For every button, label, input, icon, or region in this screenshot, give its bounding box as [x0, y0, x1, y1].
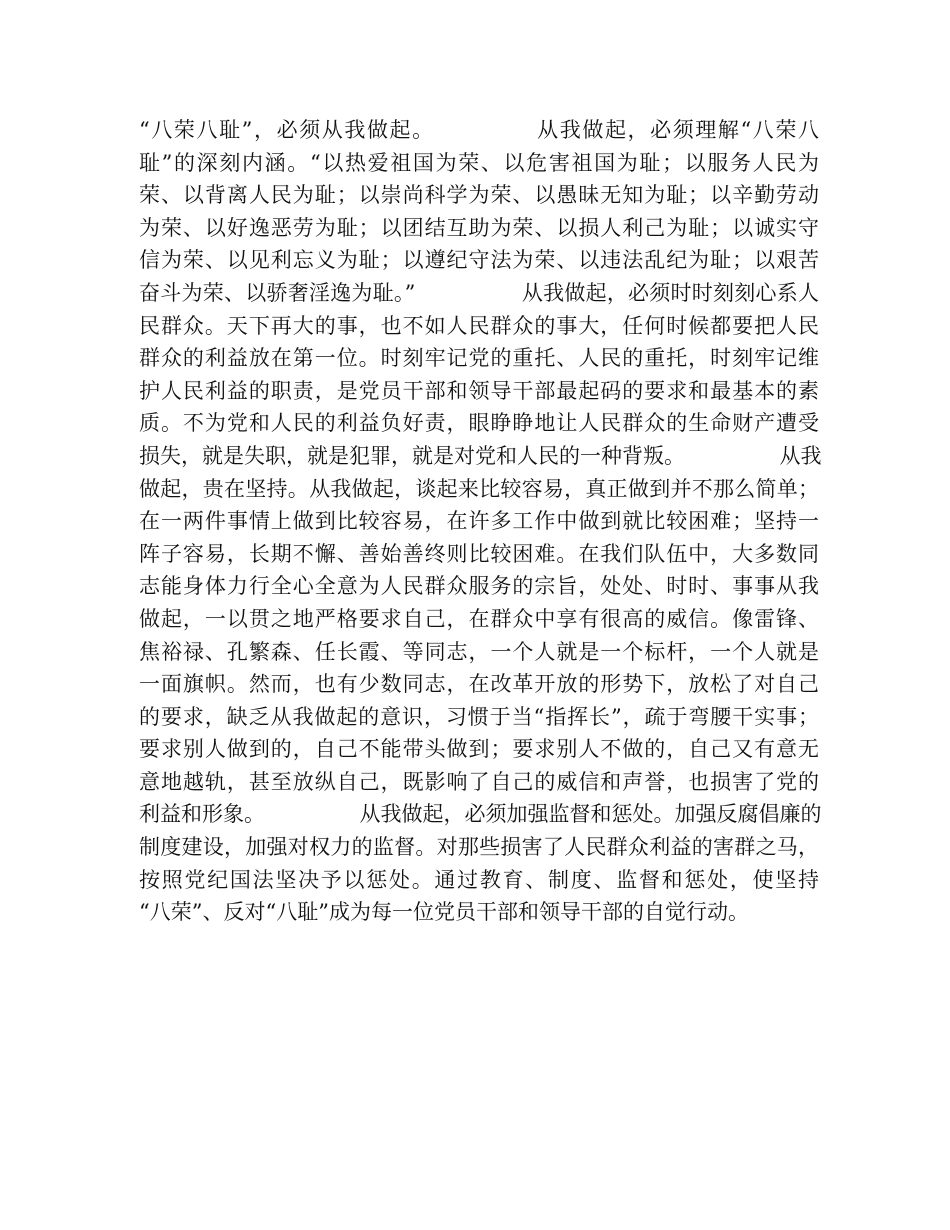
text-line-7: 民群众。天下再大的事，也不如人民群众的事大，任何时候都要把人民	[139, 313, 819, 338]
text-line-2: 耻”的深刻内涵。“以热爱祖国为荣、以危害祖国为耻；以服务人民为	[139, 150, 819, 175]
text-line-18: 一面旗帜。然而，也有少数同志，在改革开放的形势下，放松了对自己	[139, 672, 819, 697]
text-line-15: 志能身体力行全心全意为人民群众服务的宗旨，处处、时时、事事从我	[139, 574, 819, 599]
text-line-10: 质。不为党和人民的利益负好责，眼睁睁地让人民群众的生命财产遭受	[139, 411, 819, 436]
text-line-11: 损失，就是失职，就是犯罪，就是对党和人民的一种背叛。 从我	[139, 443, 822, 468]
body-paragraph	[139, 114, 822, 929]
text-line-12: 做起，贵在坚持。从我做起，谈起来比较容易，真正做到并不那么简单；	[139, 476, 819, 501]
text-line-23: 制度建设，加强对权力的监督。对那些损害了人民群众利益的害群之马，	[139, 835, 819, 860]
text-line-16: 做起，一以贯之地严格要求自己，在群众中享有很高的威信。像雷锋、	[139, 606, 819, 631]
text-line-1: “八荣八耻”，必须从我做起。 从我做起，必须理解“八荣八	[139, 118, 819, 142]
text-line-14: 阵子容易，长期不懈、善始善终则比较困难。在我们队伍中，大多数同	[139, 541, 819, 566]
text-line-6: 奋斗为荣、以骄奢淫逸为耻。” 从我做起，必须时时刻刻心系人	[139, 280, 819, 305]
text-line-9: 护人民利益的职责，是党员干部和领导干部最起码的要求和最基本的素	[139, 378, 819, 403]
text-line-24: 按照党纪国法坚决予以惩处。通过教育、制度、监督和惩处，使坚持	[139, 867, 819, 892]
text-line-8: 群众的利益放在第一位。时刻牢记党的重托、人民的重托，时刻牢记维	[139, 346, 819, 371]
text-line-13: 在一两件事情上做到比较容易，在许多工作中做到就比较困难；坚持一	[139, 509, 819, 534]
text-line-22: 利益和形象。 从我做起，必须加强监督和惩处。加强反腐倡廉的	[139, 802, 822, 827]
text-line-5: 信为荣、以见利忘义为耻；以遵纪守法为荣、以违法乱纪为耻；以艰苦	[139, 248, 819, 273]
text-line-3: 荣、以背离人民为耻；以崇尚科学为荣、以愚昧无知为耻；以辛勤劳动	[139, 183, 819, 208]
text-line-19: 的要求，缺乏从我做起的意识，习惯于当“指挥长”，疏于弯腰干实事；	[139, 704, 819, 729]
text-line-21: 意地越轨，甚至放纵自己，既影响了自己的威信和声誉，也损害了党的	[139, 769, 819, 794]
text-line-25: “八荣”、反对“八耻”成为每一位党员干部和领导干部的自觉行动。	[139, 900, 749, 925]
text-line-4: 为荣、以好逸恶劳为耻；以团结互助为荣、以损人利己为耻；以诚实守	[139, 215, 819, 240]
text-line-17: 焦裕禄、孔繁森、任长霞、等同志，一个人就是一个标杆，一个人就是	[139, 639, 819, 664]
text-line-20: 要求别人做到的，自己不能带头做到；要求别人不做的，自己又有意无	[139, 737, 819, 762]
